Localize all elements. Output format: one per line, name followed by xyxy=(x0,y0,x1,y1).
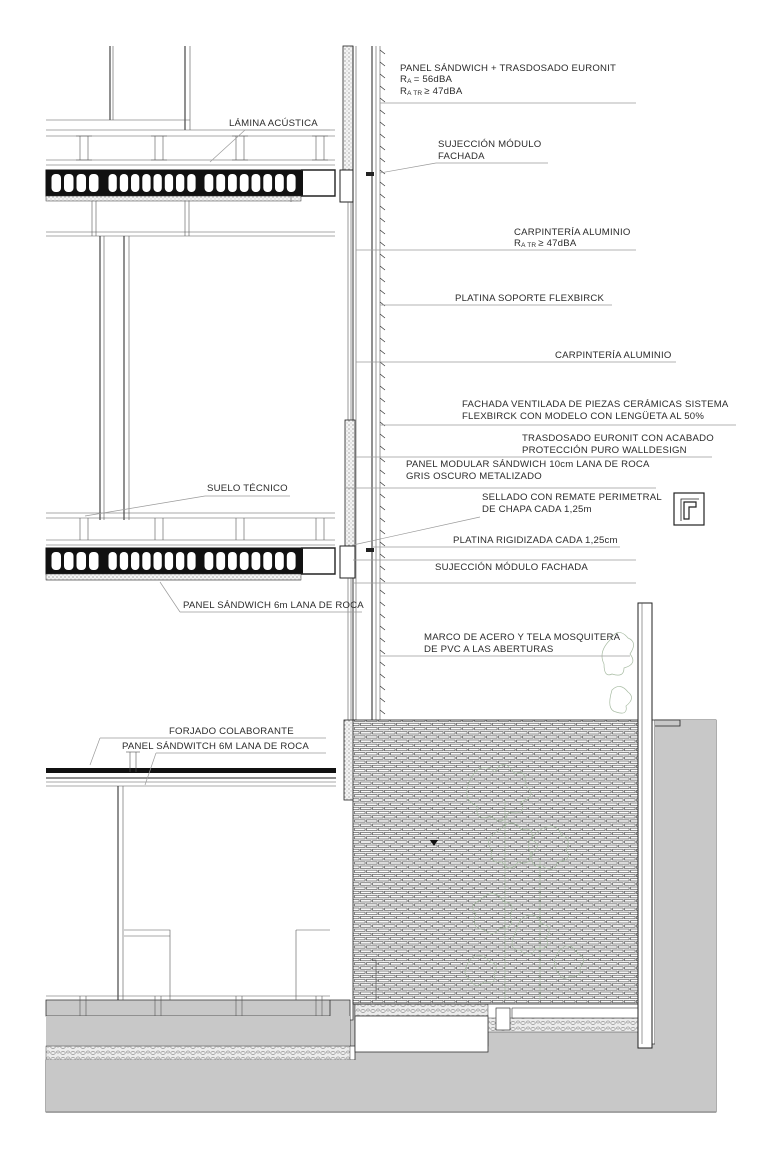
label-ra-rating: RA = 56dBA xyxy=(400,74,453,85)
ceramic-piece xyxy=(380,518,385,522)
ceramic-piece xyxy=(380,266,385,270)
slab-void xyxy=(176,174,184,192)
label-trasdosado-1: TRASDOSADO EURONIT CON ACABADO xyxy=(522,433,714,444)
ceramic-piece xyxy=(380,302,385,306)
slab-void xyxy=(142,552,150,570)
ceramic-piece xyxy=(380,482,385,486)
slab-void xyxy=(77,552,87,570)
label-fachada-ventilada-2: FLEXBIRCK CON MODELO CON LENGÜETA AL 50% xyxy=(462,411,705,422)
slab-void xyxy=(154,552,162,570)
label-carpinteria-rating: RA TR ≥ 47dBA xyxy=(514,238,577,249)
ceramic-piece xyxy=(380,350,385,354)
slab-void xyxy=(275,174,284,192)
perimeter-seal-detail-icon xyxy=(674,493,704,525)
ceramic-piece xyxy=(380,98,385,102)
slab-void xyxy=(64,552,74,570)
label-carpinteria-aluminio-2: CARPINTERÍA ALUMINIO xyxy=(555,350,672,361)
ceramic-piece xyxy=(380,386,385,390)
middle-technical-floor xyxy=(46,513,335,545)
ceramic-piece xyxy=(380,218,385,222)
ceramic-piece xyxy=(380,434,385,438)
ceramic-piece xyxy=(380,158,385,162)
slab-void xyxy=(165,174,173,192)
upper-slab xyxy=(46,170,335,520)
flexbrick-ceramic-pieces xyxy=(380,50,385,786)
label-forjado-colaborante: FORJADO COLABORANTE xyxy=(169,726,294,737)
slab-void xyxy=(64,174,74,192)
ceramic-piece xyxy=(380,374,385,378)
ceramic-piece xyxy=(380,50,385,54)
slab-void xyxy=(165,552,173,570)
slab-joint xyxy=(197,548,203,574)
label-platina-rigidizada: PLATINA RIGIDIZADA CADA 1,25cm xyxy=(453,535,618,546)
label-trasdosado-2: PROTECCIÓN PURO WALLDESIGN xyxy=(522,445,687,456)
ceramic-piece xyxy=(380,362,385,366)
ceramic-piece xyxy=(380,686,385,690)
ceramic-piece xyxy=(380,710,385,714)
ceramic-piece xyxy=(380,62,385,66)
ceramic-piece xyxy=(380,650,385,654)
slab-joint xyxy=(297,170,303,196)
slab-void xyxy=(263,552,272,570)
composite-slab xyxy=(46,752,336,1016)
ceramic-piece xyxy=(380,194,385,198)
label-fachada-ventilada-1: FACHADA VENTILADA DE PIEZAS CERÁMICAS SISTEMA xyxy=(462,399,729,410)
slab-void xyxy=(89,552,99,570)
ceramic-piece xyxy=(380,110,385,114)
slab-void xyxy=(77,174,87,192)
upper-room-structure xyxy=(46,46,335,165)
ceramic-piece xyxy=(380,662,385,666)
ceramic-piece xyxy=(380,278,385,282)
label-panel-sandwich-6m: PANEL SÁNDWICH 6m LANA DE ROCA xyxy=(183,600,364,611)
slab-void xyxy=(240,174,249,192)
ceramic-piece xyxy=(380,146,385,150)
middle-slab xyxy=(46,548,335,580)
ceramic-piece xyxy=(380,602,385,606)
technical-floor-pedestals-upper xyxy=(76,136,328,160)
label-panel-modular-1: PANEL MODULAR SÁNDWICH 10cm LANA DE ROCA xyxy=(406,459,650,470)
ceramic-piece xyxy=(380,74,385,78)
slab-void xyxy=(154,174,162,192)
label-sujecion-modulo-1: SUJECCIÓN MÓDULO xyxy=(438,139,542,150)
label-sellado-2: DE CHAPA CADA 1,25m xyxy=(482,504,592,515)
slab-void xyxy=(275,552,284,570)
ceramic-piece xyxy=(380,86,385,90)
slab-void xyxy=(131,174,139,192)
slab-void xyxy=(205,174,214,192)
ceramic-piece xyxy=(380,638,385,642)
slab-joint xyxy=(100,170,106,196)
ceramic-piece xyxy=(380,230,385,234)
label-sellado-1: SELLADO CON REMATE PERIMETRAL xyxy=(482,492,662,503)
slab-void xyxy=(109,552,117,570)
slab-void xyxy=(216,174,225,192)
slab-void xyxy=(52,174,62,192)
slab-void xyxy=(252,174,261,192)
ceramic-piece xyxy=(380,458,385,462)
slab-joint xyxy=(297,548,303,574)
ceramic-piece xyxy=(380,206,385,210)
ceramic-piece xyxy=(380,398,385,402)
label-panel-sandwitch-6m: PANEL SÁNDWITCH 6M LANA DE ROCA xyxy=(122,741,309,752)
slab-void xyxy=(228,174,237,192)
slab-void xyxy=(109,174,117,192)
label-sujecion-fachada: SUJECCIÓN MÓDULO FACHADA xyxy=(435,562,588,573)
label-marco-acero-1: MARCO DE ACERO Y TELA MOSQUITERA xyxy=(424,632,621,643)
ceramic-piece xyxy=(380,506,385,510)
ceramic-piece xyxy=(380,542,385,546)
ceramic-piece xyxy=(380,614,385,618)
ceramic-piece xyxy=(380,554,385,558)
slab-void xyxy=(228,552,237,570)
ceramic-piece xyxy=(380,530,385,534)
slab-void xyxy=(120,174,128,192)
ceramic-piece xyxy=(380,590,385,594)
slab-void xyxy=(176,552,184,570)
ceramic-piece xyxy=(380,254,385,258)
slab-joint xyxy=(197,170,203,196)
ceramic-piece xyxy=(380,422,385,426)
slab-joint xyxy=(100,548,106,574)
ceramic-piece xyxy=(380,134,385,138)
slab-void xyxy=(240,552,249,570)
label-lamina-acustica: LÁMINA ACÚSTICA xyxy=(229,118,318,129)
ceramic-piece xyxy=(380,446,385,450)
ceramic-piece xyxy=(380,326,385,330)
slab-void xyxy=(120,552,128,570)
slab-void xyxy=(263,174,272,192)
slab-void xyxy=(205,552,214,570)
ceramic-piece xyxy=(380,122,385,126)
label-ratr-rating: RA TR ≥ 47dBA xyxy=(400,86,463,97)
label-marco-acero-2: DE PVC A LAS ABERTURAS xyxy=(424,644,554,655)
ceramic-piece xyxy=(380,290,385,294)
slab-void xyxy=(131,552,139,570)
slab-void xyxy=(287,174,296,192)
label-suelo-tecnico: SUELO TÉCNICO xyxy=(207,483,288,494)
ceramic-piece xyxy=(380,566,385,570)
ceramic-piece xyxy=(380,674,385,678)
facade-wall xyxy=(340,46,385,800)
label-panel-modular-2: GRIS OSCURO METALIZADO xyxy=(406,471,542,482)
ceramic-piece xyxy=(380,626,385,630)
brick-lattice-screen xyxy=(353,603,680,1048)
label-carpinteria-aluminio: CARPINTERÍA ALUMINIO xyxy=(514,227,631,238)
ceramic-piece xyxy=(380,470,385,474)
slab-void xyxy=(252,552,261,570)
slab-void xyxy=(216,552,225,570)
ceramic-piece xyxy=(380,338,385,342)
ceramic-piece xyxy=(380,698,385,702)
slab-void xyxy=(187,174,195,192)
slab-void xyxy=(187,552,195,570)
ceramic-piece xyxy=(380,242,385,246)
slab-void xyxy=(52,552,62,570)
label-sujecion-modulo-2: FACHADA xyxy=(438,151,485,162)
label-panel-sandwich: PANEL SÁNDWICH + TRASDOSADO EURONIT xyxy=(400,63,617,74)
slab-void xyxy=(287,552,296,570)
ceramic-piece xyxy=(380,410,385,414)
label-platina-soporte: PLATINA SOPORTE FLEXBIRCK xyxy=(455,293,605,304)
ceramic-piece xyxy=(380,494,385,498)
slab-void xyxy=(142,174,150,192)
ceramic-piece xyxy=(380,182,385,186)
ceramic-piece xyxy=(380,314,385,318)
ceramic-piece xyxy=(380,578,385,582)
slab-void xyxy=(89,174,99,192)
